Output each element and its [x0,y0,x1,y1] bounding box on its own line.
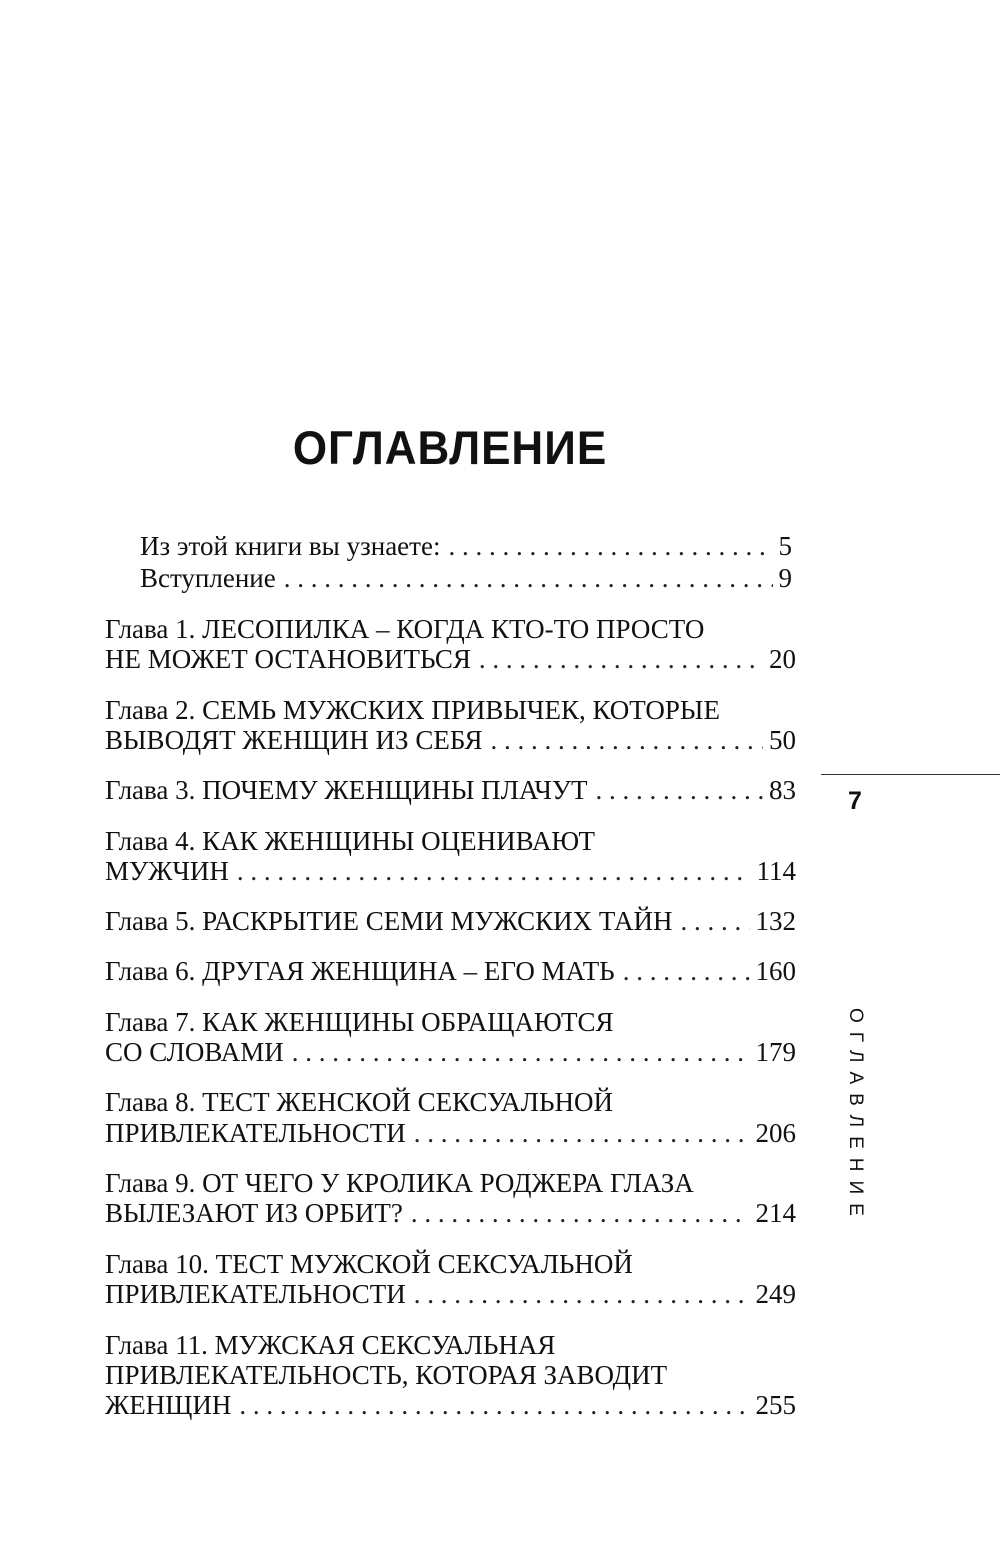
toc-page-number: 160 [755,956,796,986]
toc-chapter-10-line-1[interactable] [105,1251,796,1278]
running-head-rule [821,774,1000,775]
toc-entry-title: Глава 10. ТЕСТ МУЖСКОЙ СЕКСУАЛЬНОЙ [105,1249,633,1279]
toc-leader-dots [414,1120,750,1147]
toc-chapter-1-line-2[interactable] [105,646,796,673]
toc-chapter-3-line-1[interactable] [105,777,796,804]
toc-entry-title: ВЫВОДЯТ ЖЕНЩИН ИЗ СЕБЯ [105,725,483,755]
toc-leader-dots [490,727,763,754]
toc-leader-dots [681,908,750,935]
toc-page-number: 5 [778,531,792,561]
toc-page-number: 9 [778,563,792,593]
toc-page-number: 179 [755,1037,796,1067]
page-number: 7 [848,787,862,815]
toc-chapter-8-line-2[interactable] [105,1120,796,1147]
toc-chapter-9-line-1[interactable] [105,1170,796,1197]
toc-leader-dots [595,777,763,804]
toc-page-number: 20 [769,644,796,674]
toc-leader-dots [237,858,751,885]
toc-leader-dots [479,646,763,673]
toc-chapter-7-line-2[interactable] [105,1039,796,1066]
toc-page-number: 249 [755,1279,796,1309]
toc-page-number: 114 [756,856,796,886]
toc-chapter-2-line-1[interactable] [105,697,796,724]
toc-entry-intro-preface[interactable] [140,565,792,592]
toc-leader-dots [292,1039,750,1066]
toc-entry-title: Из этой книги вы узнаете: [140,531,441,561]
toc-entry-title: Глава 11. МУЖСКАЯ СЕКСУАЛЬНАЯ [105,1330,556,1360]
toc-entry-title: ЖЕНЩИН [105,1390,232,1420]
toc-leader-dots [411,1200,750,1227]
toc-leader-dots [239,1392,749,1419]
toc-chapter-8-line-1[interactable] [105,1089,796,1116]
toc-entry-intro-learn[interactable] [140,533,792,560]
toc-entry-title: ВЫЛЕЗАЮТ ИЗ ОРБИТ? [105,1198,403,1228]
toc-entry-title: Глава 5. РАСКРЫТИЕ СЕМИ МУЖСКИХ ТАЙН [105,906,673,936]
toc-chapter-10-line-2[interactable] [105,1281,796,1308]
toc-page-number: 83 [769,775,796,805]
page-title: ОГЛАВЛЕНИЕ [292,422,608,476]
toc-entry-title: ПРИВЛЕКАТЕЛЬНОСТИ [105,1279,406,1309]
toc-page-number: 255 [755,1390,796,1420]
toc-chapter-5-line-1[interactable] [105,908,796,935]
toc-entry-title: МУЖЧИН [105,856,229,886]
toc-entry-title: Глава 3. ПОЧЕМУ ЖЕНЩИНЫ ПЛАЧУТ [105,775,588,805]
toc-leader-dots [448,533,772,560]
toc-page-number: 132 [755,906,796,936]
toc-chapter-11-line-1[interactable] [105,1332,796,1359]
toc-entry-title: Глава 9. ОТ ЧЕГО У КРОЛИКА РОДЖЕРА ГЛАЗА [105,1168,694,1198]
toc-leader-dots [414,1281,750,1308]
toc-entry-title: ПРИВЛЕКАТЕЛЬНОСТЬ, КОТОРАЯ ЗАВОДИТ [105,1360,668,1390]
toc-chapter-6-line-1[interactable] [105,958,796,985]
toc-leader-dots [284,565,773,592]
toc-chapter-2-line-2[interactable] [105,727,796,754]
toc-entry-title: Глава 4. КАК ЖЕНЩИНЫ ОЦЕНИВАЮТ [105,826,596,856]
toc-entry-title: ПРИВЛЕКАТЕЛЬНОСТИ [105,1118,406,1148]
toc-chapter-4-line-1[interactable] [105,828,796,855]
toc-entry-title: Глава 6. ДРУГАЯ ЖЕНЩИНА – ЕГО МАТЬ [105,956,615,986]
toc-leader-dots [623,958,750,985]
toc-entry-title: Глава 8. ТЕСТ ЖЕНСКОЙ СЕКСУАЛЬНОЙ [105,1087,613,1117]
running-head-title: ОГЛАВЛЕНИЕ [845,1008,866,1225]
toc-entry-title: Глава 2. СЕМЬ МУЖСКИХ ПРИВЫЧЕК, КОТОРЫЕ [105,695,720,725]
toc-chapter-9-line-2[interactable] [105,1200,796,1227]
toc-entry-title: СО СЛОВАМИ [105,1037,284,1067]
toc-entry-title: Глава 1. ЛЕСОПИЛКА – КОГДА КТО-ТО ПРОСТО [105,614,705,644]
toc-entry-title: Глава 7. КАК ЖЕНЩИНЫ ОБРАЩАЮТСЯ [105,1007,614,1037]
toc-entry-title: НЕ МОЖЕТ ОСТАНОВИТЬСЯ [105,644,471,674]
toc-page-number: 50 [769,725,796,755]
toc-chapter-1-line-1[interactable] [105,616,796,643]
toc-chapter-11-line-2[interactable] [105,1362,796,1389]
toc-chapter-11-line-3[interactable] [105,1392,796,1419]
toc-chapter-7-line-1[interactable] [105,1009,796,1036]
toc-page-number: 214 [755,1198,796,1228]
toc-chapter-4-line-2[interactable] [105,858,796,885]
toc-page-number: 206 [755,1118,796,1148]
toc-entry-title: Вступление [140,563,276,593]
